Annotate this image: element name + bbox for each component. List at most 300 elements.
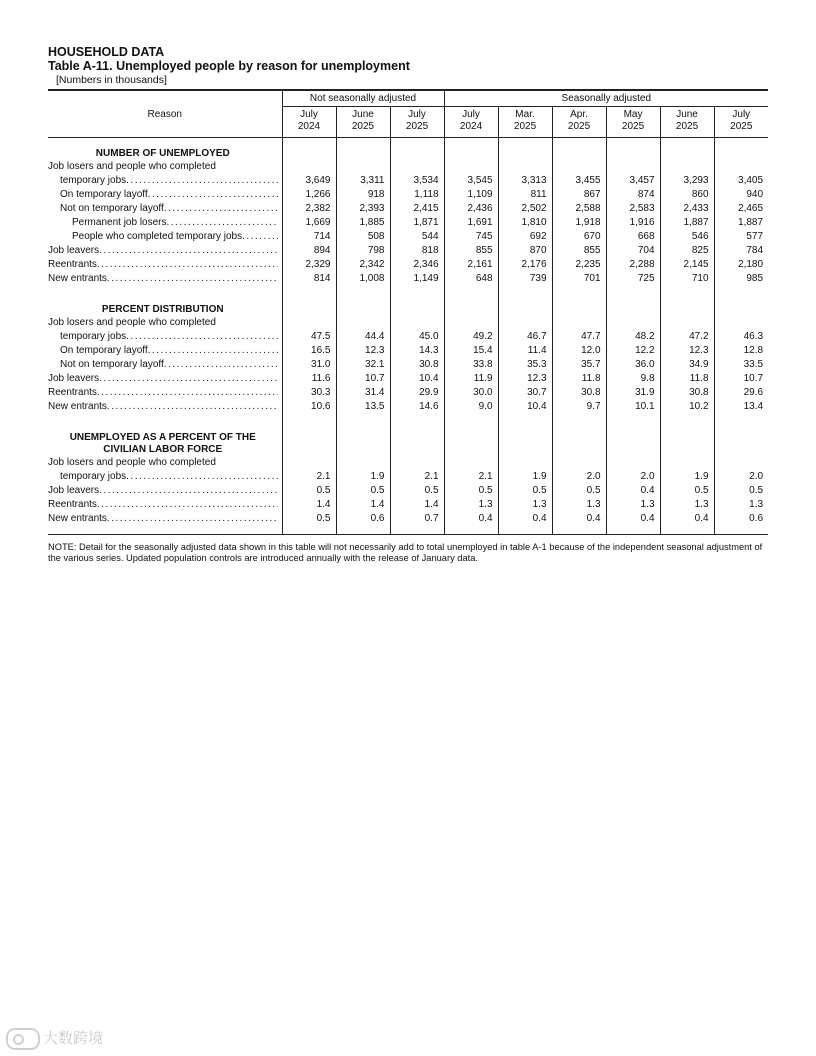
value-cell: 33.8 [444,358,498,372]
value-cell: 9.7 [552,400,606,422]
value-cell: 2,588 [552,202,606,216]
leader-dots [167,216,278,230]
value-cell: 546 [660,230,714,244]
leader-dots [97,386,278,400]
unemployment-table [48,89,768,535]
value-cell: 745 [444,230,498,244]
empty-cell [444,456,498,470]
empty-cell [714,316,768,330]
period-month: July [408,109,426,120]
value-cell: 1.3 [498,498,552,512]
table-body [48,138,768,535]
empty-cell [282,294,336,316]
value-cell: 10.4 [498,400,552,422]
value-cell: 2,382 [282,202,336,216]
period-year: 2025 [567,121,591,132]
value-cell: 1.3 [660,498,714,512]
value-cell: 2,415 [390,202,444,216]
value-cell: 0.5 [660,484,714,498]
value-cell: 47.5 [282,330,336,344]
value-cell: 10.2 [660,400,714,422]
value-cell: 508 [336,230,390,244]
value-cell: 2.1 [390,470,444,484]
table-footnote: NOTE: Detail for the seasonally adjusted data shown in this table will not necessarily add to total unemployed in table A-1 because of the independent seasonal adjustment of the various series. Updated population controls are introduced annually with the release of January data. [48,542,763,563]
row-label: temporary jobs [60,175,127,186]
table-row [48,484,768,498]
watermark [6,1027,103,1050]
value-cell: 10.6 [282,400,336,422]
table-row [48,230,768,244]
period-month: July [732,109,751,120]
empty-cell [498,160,552,174]
value-cell: 1.4 [390,498,444,512]
table-row [48,372,768,386]
value-cell: 860 [660,188,714,202]
table-row [48,202,768,216]
value-cell: 2,502 [498,202,552,216]
value-cell: 35.7 [552,358,606,372]
value-cell: 544 [390,230,444,244]
period-month: Apr. [570,109,588,120]
empty-cell [552,138,606,161]
value-cell: 3,405 [714,174,768,188]
value-cell: 47.7 [552,330,606,344]
row-label: Permanent job losers [72,217,167,228]
empty-cell [282,160,336,174]
value-cell: 1,810 [498,216,552,230]
value-cell: 30.3 [282,386,336,400]
value-cell: 704 [606,244,660,258]
leader-dots [97,498,278,512]
value-cell: 2,346 [390,258,444,272]
value-cell: 1,008 [336,272,390,294]
value-cell: 1,266 [282,188,336,202]
empty-cell [444,444,498,456]
value-cell: 44.4 [336,330,390,344]
empty-cell [552,160,606,174]
value-cell: 1,871 [390,216,444,230]
period-year: 2024 [459,121,483,132]
period-header [606,107,660,138]
value-cell: 34.9 [660,358,714,372]
empty-cell [390,160,444,174]
empty-cell [714,422,768,444]
value-cell: 1,691 [444,216,498,230]
empty-cell [390,294,444,316]
row-label: New entrants [48,401,107,412]
value-cell: 32.1 [336,358,390,372]
section-title: UNEMPLOYED AS A PERCENT OF THE [69,432,256,443]
row-label: Job leavers [48,373,100,384]
value-cell: 12.3 [336,344,390,358]
value-cell: 2.1 [444,470,498,484]
value-cell: 11.8 [552,372,606,386]
row-label: New entrants [48,273,107,284]
value-cell: 49.2 [444,330,498,344]
table-row [48,512,768,535]
empty-cell [498,294,552,316]
value-cell: 0.5 [282,484,336,498]
leader-dots [97,258,278,272]
empty-cell [390,422,444,444]
value-cell: 46.7 [498,330,552,344]
value-cell: 0.5 [336,484,390,498]
value-cell: 2,176 [498,258,552,272]
section-header-row [48,422,768,444]
row-label-prefix: Job losers and people who completed [48,161,216,172]
value-cell: 30.0 [444,386,498,400]
value-cell: 31.9 [606,386,660,400]
period-year: 2025 [675,121,699,132]
value-cell: 47.2 [660,330,714,344]
document-page [48,45,766,564]
empty-cell [552,316,606,330]
value-cell: 1,118 [390,188,444,202]
empty-cell [282,422,336,444]
table-row [48,358,768,372]
value-cell: 0.5 [714,484,768,498]
value-cell: 30.8 [552,386,606,400]
value-cell: 33.5 [714,358,768,372]
empty-cell [660,160,714,174]
empty-cell [660,444,714,456]
value-cell: 12.3 [660,344,714,358]
empty-cell [714,444,768,456]
value-cell: 1.9 [336,470,390,484]
empty-cell [498,138,552,161]
value-cell: 2,342 [336,258,390,272]
leader-dots [126,470,277,484]
row-label: temporary jobs [60,331,127,342]
empty-cell [606,444,660,456]
empty-cell [552,422,606,444]
table-row [48,400,768,422]
value-cell: 701 [552,272,606,294]
value-cell: 798 [336,244,390,258]
section-header-row [48,138,768,161]
table-row [48,272,768,294]
value-cell: 825 [660,244,714,258]
value-cell: 35.3 [498,358,552,372]
value-cell: 3,313 [498,174,552,188]
period-month: Mar. [515,109,535,120]
value-cell: 811 [498,188,552,202]
value-cell: 1,887 [714,216,768,230]
leader-dots [107,512,278,526]
value-cell: 668 [606,230,660,244]
value-cell: 1.9 [498,470,552,484]
empty-cell [660,138,714,161]
value-cell: 577 [714,230,768,244]
value-cell: 1.3 [606,498,660,512]
value-cell: 0.4 [444,512,498,535]
period-month: July [462,109,480,120]
value-cell: 670 [552,230,606,244]
empty-cell [444,422,498,444]
empty-cell [714,160,768,174]
value-cell: 2,393 [336,202,390,216]
empty-cell [390,444,444,456]
table-row [48,244,768,258]
value-cell: 2.0 [606,470,660,484]
value-cell: 710 [660,272,714,294]
table-row-label-continued [48,316,768,330]
value-cell: 0.4 [498,512,552,535]
value-cell: 2,145 [660,258,714,272]
value-cell: 14.3 [390,344,444,358]
value-cell: 11.8 [660,372,714,386]
value-cell: 1.3 [444,498,498,512]
leader-dots [99,244,277,258]
empty-cell [660,294,714,316]
empty-cell [498,444,552,456]
value-cell: 3,293 [660,174,714,188]
period-year: 2025 [513,121,537,132]
empty-cell [444,160,498,174]
value-cell: 1,109 [444,188,498,202]
value-cell: 46.3 [714,330,768,344]
empty-cell [498,456,552,470]
value-cell: 13.5 [336,400,390,422]
table-row [48,216,768,230]
row-label-prefix: Job losers and people who completed [48,457,216,468]
value-cell: 10.7 [714,372,768,386]
value-cell: 0.4 [552,512,606,535]
value-cell: 30.7 [498,386,552,400]
period-year: 2025 [405,121,429,132]
value-cell: 2.1 [282,470,336,484]
empty-cell [444,294,498,316]
table-row [48,188,768,202]
value-cell: 0.5 [282,512,336,535]
value-cell: 2,235 [552,258,606,272]
empty-cell [552,294,606,316]
value-cell: 16.5 [282,344,336,358]
units-note: [Numbers in thousands] [56,74,167,86]
value-cell: 818 [390,244,444,258]
empty-cell [660,456,714,470]
row-label: Reentrants [48,259,97,270]
row-label: Job leavers [48,485,100,496]
row-label: temporary jobs [60,471,127,482]
leader-dots [99,484,277,498]
empty-cell [336,294,390,316]
value-cell: 2,180 [714,258,768,272]
table-row [48,174,768,188]
value-cell: 692 [498,230,552,244]
group-header-nsa: Not seasonally adjusted [282,90,444,107]
value-cell: 3,455 [552,174,606,188]
value-cell: 3,311 [336,174,390,188]
value-cell: 918 [336,188,390,202]
value-cell: 2,436 [444,202,498,216]
table-row [48,258,768,272]
empty-cell [336,444,390,456]
empty-cell [390,316,444,330]
row-label: Not on temporary layoff [60,203,164,214]
empty-cell [336,422,390,444]
period-header [498,107,552,138]
value-cell: 1,669 [282,216,336,230]
period-month: June [676,109,698,120]
row-label: People who completed temporary jobs [72,231,243,242]
value-cell: 2,161 [444,258,498,272]
value-cell: 725 [606,272,660,294]
value-cell: 0.5 [390,484,444,498]
value-cell: 2,329 [282,258,336,272]
leader-dots [148,344,278,358]
period-header [390,107,444,138]
table-row-label-continued [48,456,768,470]
section-header-row [48,444,768,456]
value-cell: 648 [444,272,498,294]
period-month: June [352,109,374,120]
empty-cell [336,316,390,330]
value-cell: 2,583 [606,202,660,216]
value-cell: 855 [444,244,498,258]
value-cell: 714 [282,230,336,244]
value-cell: 2.0 [552,470,606,484]
period-year: 2025 [730,121,753,132]
document-title: HOUSEHOLD DATA [48,45,165,59]
value-cell: 0.4 [660,512,714,535]
value-cell: 2,433 [660,202,714,216]
value-cell: 12.8 [714,344,768,358]
value-cell: 1,149 [390,272,444,294]
value-cell: 940 [714,188,768,202]
empty-cell [606,456,660,470]
value-cell: 3,649 [282,174,336,188]
empty-cell [336,456,390,470]
value-cell: 874 [606,188,660,202]
leader-dots [148,188,278,202]
value-cell: 2.0 [714,470,768,484]
empty-cell [444,316,498,330]
leader-dots [164,202,278,216]
value-cell: 0.5 [498,484,552,498]
value-cell: 14.6 [390,400,444,422]
empty-cell [606,422,660,444]
row-label: Reentrants [48,499,97,510]
period-year: 2025 [351,121,375,132]
value-cell: 1.9 [660,470,714,484]
value-cell: 1.4 [282,498,336,512]
value-cell: 894 [282,244,336,258]
table-row [48,330,768,344]
empty-cell [282,316,336,330]
value-cell: 985 [714,272,768,294]
leader-dots [164,358,278,372]
value-cell: 1.3 [552,498,606,512]
value-cell: 12.2 [606,344,660,358]
value-cell: 0.4 [606,512,660,535]
empty-cell [336,160,390,174]
value-cell: 0.5 [444,484,498,498]
empty-cell [552,444,606,456]
period-header [336,107,390,138]
value-cell: 0.7 [390,512,444,535]
period-header [282,107,336,138]
value-cell: 3,457 [606,174,660,188]
leader-dots [107,272,278,286]
section-title: CIVILIAN LABOR FORCE [103,444,223,455]
empty-cell [660,422,714,444]
value-cell: 11.9 [444,372,498,386]
value-cell: 12.0 [552,344,606,358]
empty-cell [714,456,768,470]
empty-cell [390,456,444,470]
empty-cell [444,138,498,161]
value-cell: 48.2 [606,330,660,344]
watermark-text: 大数跨境 [43,1029,104,1047]
empty-cell [606,138,660,161]
value-cell: 45.0 [390,330,444,344]
value-cell: 1.3 [714,498,768,512]
table-row-label-continued [48,160,768,174]
value-cell: 12.3 [498,372,552,386]
period-header [444,107,498,138]
empty-cell [336,138,390,161]
leader-dots [107,400,278,414]
group-header-sa: Seasonally adjusted [444,90,768,107]
value-cell: 9.0 [444,400,498,422]
empty-cell [282,456,336,470]
empty-cell [714,138,768,161]
empty-cell [282,444,336,456]
table-row [48,344,768,358]
value-cell: 11.4 [498,344,552,358]
table-row [48,386,768,400]
value-cell: 814 [282,272,336,294]
row-label: New entrants [48,513,107,524]
value-cell: 1,918 [552,216,606,230]
table-row [48,498,768,512]
value-cell: 9.8 [606,372,660,386]
value-cell: 13.4 [714,400,768,422]
leader-dots [126,174,277,188]
value-cell: 870 [498,244,552,258]
value-cell: 30.8 [660,386,714,400]
value-cell: 30.8 [390,358,444,372]
section-title: NUMBER OF UNEMPLOYED [95,148,230,159]
row-label: Reentrants [48,387,97,398]
row-label: Job leavers [48,245,100,256]
value-cell: 1,916 [606,216,660,230]
empty-cell [606,160,660,174]
period-header [552,107,606,138]
value-cell: 867 [552,188,606,202]
value-cell: 0.6 [714,512,768,535]
row-label: On temporary layoff [60,345,148,356]
value-cell: 0.5 [552,484,606,498]
value-cell: 31.0 [282,358,336,372]
empty-cell [552,456,606,470]
row-label: Not on temporary layoff [60,359,164,370]
value-cell: 784 [714,244,768,258]
period-year: 2024 [297,121,321,132]
value-cell: 739 [498,272,552,294]
section-title: PERCENT DISTRIBUTION [101,304,224,315]
row-label: On temporary layoff [60,189,148,200]
empty-cell [660,316,714,330]
value-cell: 2,288 [606,258,660,272]
empty-cell [714,294,768,316]
value-cell: 1,887 [660,216,714,230]
period-year: 2025 [621,121,645,132]
empty-cell [282,138,336,161]
table-title: Table A-11. Unemployed people by reason for unemployment [48,59,410,73]
value-cell: 15.4 [444,344,498,358]
